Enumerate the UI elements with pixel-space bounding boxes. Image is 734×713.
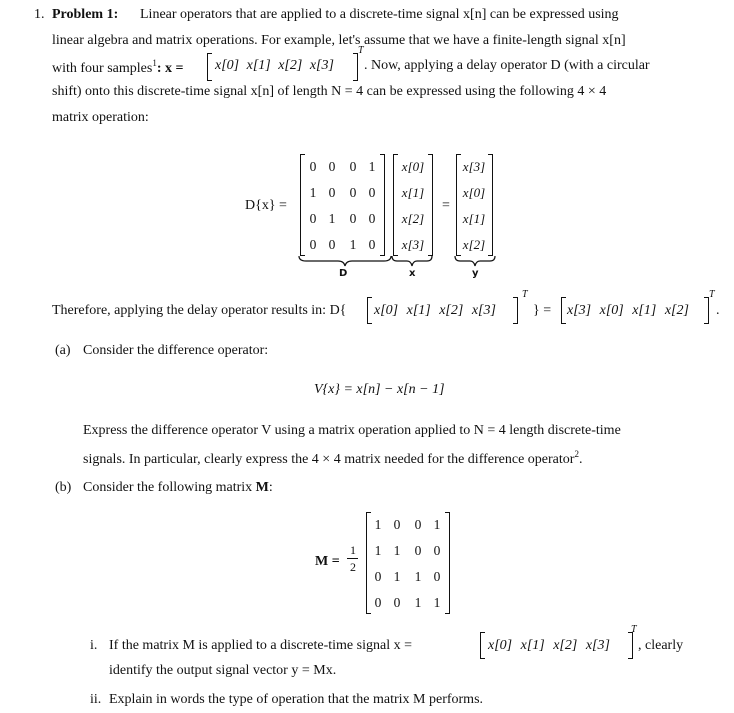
problem-number: 1. — [34, 7, 45, 22]
subpart-i-label: i. — [90, 638, 98, 653]
part-b-text: Consider the following matrix M: — [83, 480, 273, 495]
therefore-mid: } = — [533, 303, 552, 318]
M-right-bracket — [445, 512, 450, 614]
part-a-desc-1: Express the difference operator V using a matrix operation applied to N = 4 length discrete-time — [83, 423, 621, 438]
M-cell: 1 — [374, 517, 382, 532]
transpose-mark: T — [631, 624, 637, 635]
problem-title: Problem 1: — [52, 7, 119, 22]
D-cell: 1 — [349, 237, 357, 252]
subpart-i-line-1: If the matrix M is applied to a discrete-time signal x = — [109, 638, 412, 653]
part-a-label: (a) — [55, 343, 71, 358]
transpose-mark: T — [358, 45, 364, 56]
M-cell: 0 — [393, 595, 401, 610]
D-left-bracket — [300, 154, 305, 256]
matrix-eq-equals: = — [442, 198, 450, 213]
D-cell: 0 — [349, 159, 357, 174]
D-cell: 1 — [328, 211, 336, 226]
therefore-output-row: x[3] x[0] x[1] x[2] — [567, 303, 689, 318]
x-vec-entry: x[1] — [401, 185, 425, 200]
subpart-i-line-2: identify the output signal vector y = Mx. — [109, 663, 337, 678]
y-vec-entry: x[0] — [462, 185, 486, 200]
footnote-marker-1: 1 — [152, 58, 157, 68]
label-D: D — [339, 268, 348, 279]
intro-line-3c: . Now, applying a delay operator D (with a circular — [364, 58, 650, 73]
D-cell: 1 — [309, 185, 317, 200]
intro-line-3a: with four samples$^1$: x = — [52, 58, 184, 76]
D-cell: 0 — [349, 185, 357, 200]
D-underbrace — [298, 255, 392, 267]
transpose-mark: T — [522, 289, 528, 300]
D-cell: 1 — [368, 159, 376, 174]
therefore-out-right-bracket — [704, 297, 709, 324]
M-cell: 0 — [374, 569, 382, 584]
frac-numerator: 1 — [350, 543, 356, 557]
D-cell: 0 — [349, 211, 357, 226]
x-row-vector: x[0] x[1] x[2] x[3] — [215, 58, 334, 73]
x-vec-entry: x[3] — [401, 237, 425, 252]
matrix-eq-lhs: D{x} = — [245, 198, 287, 213]
frac-denominator: 2 — [350, 560, 356, 574]
D-cell: 0 — [309, 211, 317, 226]
intro-line-1: Linear operators that are applied to a discrete-time signal x[n] can be expressed using — [140, 7, 619, 22]
D-cell: 0 — [309, 237, 317, 252]
x-row-right-bracket — [353, 53, 358, 81]
therefore-input-row: x[0] x[1] x[2] x[3] — [374, 303, 496, 318]
y-underbrace — [454, 255, 496, 267]
M-cell: 0 — [374, 595, 382, 610]
i-row-vector: x[0] x[1] x[2] x[3] — [488, 638, 610, 653]
M-cell: 1 — [393, 569, 401, 584]
D-cell: 0 — [328, 185, 336, 200]
part-a-text: Consider the difference operator: — [83, 343, 269, 358]
M-cell: 1 — [433, 517, 441, 532]
transpose-mark: T — [709, 289, 715, 300]
x-row-left-bracket — [207, 53, 212, 81]
therefore-prefix: Therefore, applying the delay operator results in: D{ — [52, 303, 347, 318]
subpart-ii-label: ii. — [90, 692, 102, 707]
label-x: x — [409, 268, 416, 279]
i-row-left-bracket — [480, 632, 485, 659]
x-vec-right-bracket — [428, 154, 433, 256]
intro-line-5: matrix operation: — [52, 110, 149, 125]
M-cell: 1 — [433, 595, 441, 610]
y-vec-entry: x[3] — [462, 159, 486, 174]
D-cell: 0 — [368, 211, 376, 226]
part-b-label: (b) — [55, 480, 72, 495]
i-row-right-bracket — [628, 632, 633, 659]
M-cell: 1 — [374, 543, 382, 558]
intro-line-4: shift) onto this discrete-time signal x[n] of length N = 4 can be expressed using the following 4 × 4 — [52, 84, 607, 99]
difference-equation: V{x} = x[n] − x[n − 1] — [314, 382, 445, 397]
x-vec-entry: x[2] — [401, 211, 425, 226]
M-cell: 1 — [414, 595, 422, 610]
M-lhs: M = — [315, 554, 340, 569]
D-cell: 0 — [328, 237, 336, 252]
footnote-marker-2: 2 — [574, 449, 579, 459]
therefore-out-left-bracket — [561, 297, 566, 324]
D-cell: 0 — [368, 185, 376, 200]
M-cell: 0 — [393, 517, 401, 532]
therefore-in-left-bracket — [367, 297, 372, 324]
M-cell: 0 — [414, 517, 422, 532]
x-vec-entry: x[0] — [401, 159, 425, 174]
therefore-end: . — [716, 303, 720, 318]
M-cell: 0 — [414, 543, 422, 558]
subpart-i-line-1-end: , clearly — [638, 638, 684, 653]
D-right-bracket — [380, 154, 385, 256]
M-cell: 1 — [393, 543, 401, 558]
y-vec-right-bracket — [488, 154, 493, 256]
intro-line-2: linear algebra and matrix operations. For example, let's assume that we have a finite-length signal x[n] — [52, 33, 626, 48]
therefore-in-right-bracket — [513, 297, 518, 324]
x-underbrace — [391, 255, 433, 267]
M-cell: 0 — [433, 569, 441, 584]
D-cell: 0 — [328, 159, 336, 174]
M-cell: 0 — [433, 543, 441, 558]
subpart-ii-text: Explain in words the type of operation that the matrix M performs. — [109, 692, 484, 707]
D-cell: 0 — [309, 159, 317, 174]
label-y: y — [472, 268, 479, 279]
D-cell: 0 — [368, 237, 376, 252]
y-vec-entry: x[1] — [462, 211, 486, 226]
part-a-desc-2: signals. In particular, clearly express the 4 × 4 matrix needed for the difference operator$^2$. — [83, 449, 583, 467]
M-cell: 1 — [414, 569, 422, 584]
frac-bar — [347, 558, 358, 559]
y-vec-entry: x[2] — [462, 237, 486, 252]
